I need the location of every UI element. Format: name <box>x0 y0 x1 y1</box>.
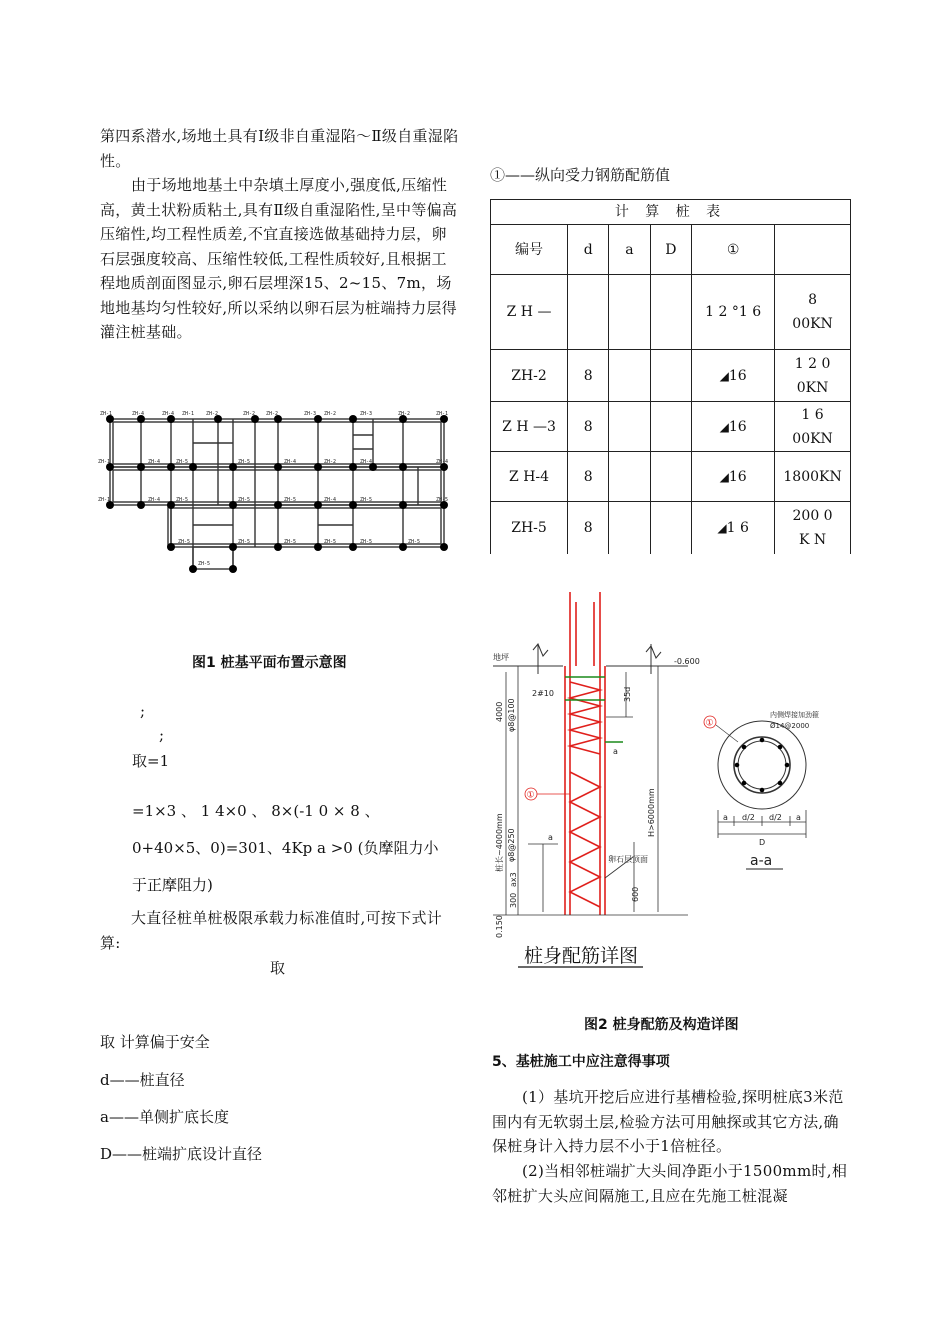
rebar-symbol-icon: ◢ <box>719 419 729 434</box>
table-row: Z H —3 8 ◢16 1 6 00KN <box>491 402 851 452</box>
svg-text:ZH-1: ZH-1 <box>100 411 113 417</box>
svg-text:ZH-5: ZH-5 <box>408 539 421 545</box>
svg-text:ZH-5: ZH-5 <box>198 561 211 567</box>
svg-text:内侧焊接加劲箍: 内侧焊接加劲箍 <box>770 711 819 719</box>
svg-text:ZH-2: ZH-2 <box>243 411 256 417</box>
take-line-3: 取 计算偏于安全 <box>100 1033 210 1051</box>
semicolon-1: ; <box>140 702 146 720</box>
svg-text:ZH-5: ZH-5 <box>360 539 373 545</box>
header-load <box>775 225 851 275</box>
svg-text:ZH-5: ZH-5 <box>178 539 191 545</box>
pile-calculation-table <box>490 199 851 554</box>
svg-text:ZH-3: ZH-3 <box>360 411 373 417</box>
svg-text:ZH-2: ZH-2 <box>266 411 279 417</box>
take-line-2: 取 <box>270 959 286 977</box>
svg-text:ZH-1: ZH-1 <box>98 459 111 465</box>
rebar-symbol-icon: ◢ <box>717 520 727 535</box>
svg-text:2#10: 2#10 <box>532 689 554 698</box>
svg-text:d/2: d/2 <box>769 813 782 822</box>
svg-text:a: a <box>723 813 728 822</box>
rebar-symbol-icon: ◢ <box>719 368 729 383</box>
svg-text:35d: 35d <box>623 686 632 702</box>
svg-text:ZH-4: ZH-4 <box>148 497 161 503</box>
svg-text:a: a <box>613 747 618 756</box>
svg-text:ZH-5: ZH-5 <box>360 497 373 503</box>
svg-text:H>6000mm: H>6000mm <box>647 788 656 837</box>
rebar-symbol-icon: ◢ <box>719 469 729 484</box>
svg-text:ZH-2: ZH-2 <box>324 411 337 417</box>
paragraph-note-2: (2)当相邻桩端扩大头间净距小于1500mm时,相邻桩扩大头应间隔施工,且应在先施工桩混凝 <box>492 1162 848 1205</box>
header-D: D <box>650 225 692 275</box>
svg-text:ZH-5: ZH-5 <box>238 539 251 545</box>
paragraph-intro: 第四系潜水,场地土具有Ⅰ级非自重湿陷～Ⅱ级自重湿陷性。 <box>100 127 459 170</box>
svg-text:ZH-4: ZH-4 <box>132 411 145 417</box>
svg-text:a-a: a-a <box>750 853 773 869</box>
header-id: 编号 <box>491 225 568 275</box>
svg-text:ZH-4: ZH-4 <box>436 459 449 465</box>
svg-text:a: a <box>548 833 553 842</box>
svg-text:ZH-4: ZH-4 <box>284 459 297 465</box>
svg-text:Ø14@2000: Ø14@2000 <box>770 722 810 730</box>
svg-text:ZH-4: ZH-4 <box>162 411 175 417</box>
table-row: Z H-4 8 ◢16 1800KN <box>491 452 851 502</box>
svg-text:ZH-5: ZH-5 <box>324 539 337 545</box>
table-row: ZH-2 8 ◢16 1 2 0 0KN <box>491 350 851 402</box>
svg-text:ZH-4: ZH-4 <box>360 459 373 465</box>
section-heading: 5、基桩施工中应注意得事项 <box>492 1054 670 1070</box>
svg-text:300: 300 <box>509 892 518 908</box>
figure2-caption: 图2 桩身配筋及构造详图 <box>584 1017 739 1033</box>
svg-text:桩身配筋详图: 桩身配筋详图 <box>524 945 639 967</box>
figure1-caption: 图1 桩基平面布置示意图 <box>192 655 347 671</box>
paragraph-note-1: (1）基坑开挖后应进行基槽检验,探明桩底3米范围内有无软弱土层,检验方法可用触探或其它方法,确保桩身计入持力层不小于1倍桩径。 <box>492 1088 844 1155</box>
svg-text:ZH-5: ZH-5 <box>176 459 189 465</box>
table-row: Z H — 1 2 °1 6 8 00KN <box>491 275 851 350</box>
svg-text:ZH-5: ZH-5 <box>238 497 251 503</box>
svg-text:ax3: ax3 <box>509 872 518 887</box>
svg-text:ZH-1: ZH-1 <box>98 497 111 503</box>
definition-a: a——单侧扩底长度 <box>100 1108 229 1126</box>
svg-text:①: ① <box>705 718 714 729</box>
semicolon-2: ; <box>159 726 165 744</box>
svg-text:卵石层顶面: 卵石层顶面 <box>608 855 648 864</box>
table-intro: ①——纵向受力钢筋配筋值 <box>490 166 671 184</box>
svg-text:ZH-1: ZH-1 <box>182 411 195 417</box>
svg-text:φ8@100: φ8@100 <box>507 698 516 732</box>
calc-line-3: 于正摩阻力) <box>132 876 213 894</box>
svg-text:ZH-5: ZH-5 <box>284 539 297 545</box>
table-title: 计 算 桩 表 <box>491 200 851 225</box>
svg-text:ZH-2: ZH-2 <box>206 411 219 417</box>
calc-line-1: =1×3 、 1 4×0 、 8×(-1 0 × 8 、 <box>132 802 380 820</box>
svg-text:①: ① <box>526 790 535 801</box>
definition-d: d——桩直径 <box>100 1071 185 1089</box>
pile-plan-figure <box>98 405 460 577</box>
paragraph-site-analysis: 由于场地地基土中杂填土厚度小,强度低,压缩性高，黄土状粉质粘土,具有Ⅱ级自重湿陷性,呈中等偏高压缩性,均工程性质差,不宜直接选做基础持力层，卵石层强度较高、压缩性较低,工程性质较好,且根据工程地质剖面图显示,卵石层埋深15、2~15、7m，场地地基均匀性较好,所以采纳以卵石层为桩端持力层得灌注桩基础。 <box>100 176 458 341</box>
calc-line-2: 0+40×5、0)=301、4Kp a >0 (负摩阻力小 <box>132 839 439 857</box>
svg-text:a: a <box>796 813 801 822</box>
svg-text:ZH-2: ZH-2 <box>398 411 411 417</box>
header-d: d <box>568 225 609 275</box>
definition-D: D——桩端扩底设计直径 <box>100 1145 263 1163</box>
svg-text:ZH-4: ZH-4 <box>324 497 337 503</box>
svg-text:ZH-1: ZH-1 <box>436 411 449 417</box>
svg-text:桩长~4000mm: 桩长~4000mm <box>495 813 504 872</box>
svg-text:ZH-2: ZH-2 <box>324 459 337 465</box>
svg-text:D: D <box>759 838 766 847</box>
header-a: a <box>609 225 650 275</box>
svg-text:ZH-5: ZH-5 <box>176 497 189 503</box>
svg-text:600: 600 <box>631 886 640 902</box>
pile-reinforcement-figure <box>488 582 828 977</box>
svg-text:-0.600: -0.600 <box>674 657 700 666</box>
header-rebar: ① <box>692 225 775 275</box>
svg-text:ZH-4: ZH-4 <box>148 459 161 465</box>
svg-text:地坪: 地坪 <box>493 653 509 662</box>
svg-text:4000: 4000 <box>495 701 504 722</box>
svg-text:0.150: 0.150 <box>495 915 504 938</box>
paragraph-bearing-capacity: 大直径桩单桩极限承载力标准值时,可按下式计算: <box>100 909 443 952</box>
svg-text:d/2: d/2 <box>742 813 755 822</box>
svg-text:φ8@250: φ8@250 <box>507 828 516 862</box>
svg-text:ZH-5: ZH-5 <box>436 497 449 503</box>
svg-text:ZH-5: ZH-5 <box>238 459 251 465</box>
table-row: ZH-5 8 ◢1 6 200 0 K N <box>491 502 851 554</box>
coefficient-line: 取=1 <box>132 752 170 770</box>
svg-text:ZH-3: ZH-3 <box>304 411 317 417</box>
svg-text:ZH-5: ZH-5 <box>284 497 297 503</box>
